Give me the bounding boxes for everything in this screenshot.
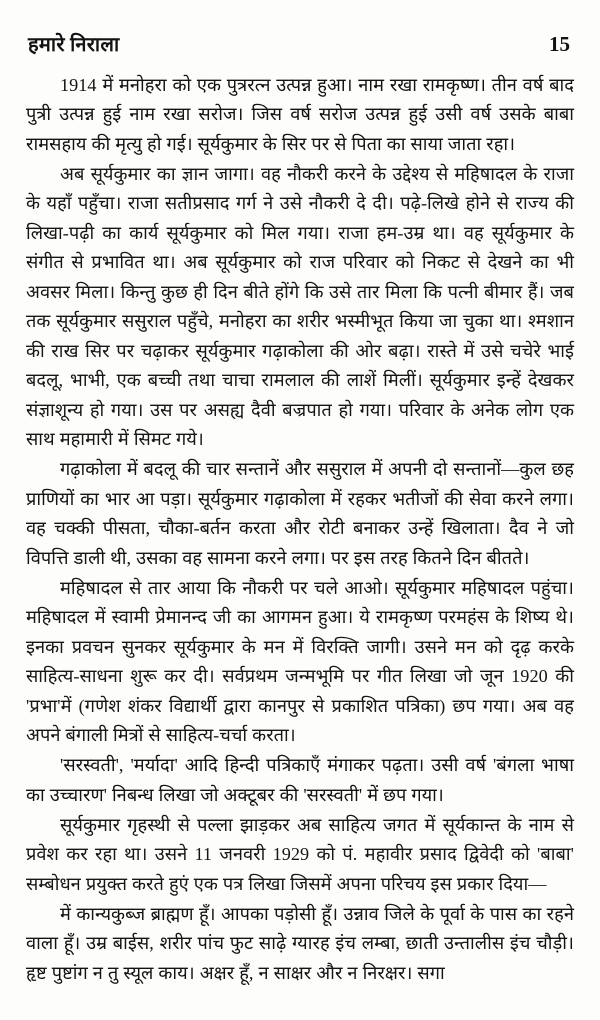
paragraph: में कान्यकुब्ज ब्राह्मण हूँ। आपका पड़ोसी हूँ। उन्नाव जिले के पूर्वा के पास का रहने वाला हूँ। उम्र बाईस, शरीर पांच फुट साढ़े ग्यारह इंच लम्बा, छाती उन्तालीस इंच चौड़ी। हृष्ट पुष्टांग न तु स्यूल काय। अक्षर हूँ, न साक्षर और न निरक्षर। सगा: [26, 903, 574, 983]
paragraph: सूर्यकुमार गृहस्थी से पल्ला झाड़कर अब साहित्य जगत में सूर्यकान्त के नाम से प्रवेश कर रहा था। उसने 11 जनवरी 1929 को पं. महावीर प्रसाद द्विवेदी को 'बाबा' सम्बोधन प्रयुक्त करते हुएं एक पत्र लिखा जिसमें अपना परिचय इस प्रकार दिया—: [26, 814, 574, 894]
page-body: [26, 71, 574, 988]
paragraph: महिषादल से तार आया कि नौकरी पर चले आओ। सूर्यकुमार महिषादल पहुंचा। महिषादल में स्वामी प्रेमानन्द जी का आगमन हुआ। ये रामकृष्ण परमहंस के शिष्य थे। इनका प्रवचन सुनकर सूर्यकुमार के मन में विरक्ति जागी। उसने मन को दृढ़ करके साहित्य-साधना शुरू कर दी। सर्वप्रथम जन्मभूमि पर गीत लिखा जो जून 1920 की 'प्रभा'में (गणेश शंकर विद्यार्थी द्वारा कानपुर से प्रकाशित पत्रिका) छप गया। अब वह अपने बंगाली मित्रों से साहित्य-चर्चा करता।: [26, 577, 574, 746]
paragraph: 'सरस्वती', 'मर्यादा' आदि हिन्दी पत्रिकाएँ मंगाकर पढ़ता। उसी वर्ष 'बंगला भाषा का उच्चारण' निबन्ध लिखा जो अक्टूबर की 'सरस्वती' में छप गया।: [26, 755, 574, 805]
paragraph: 1914 में मनोहरा को एक पुत्ररत्न उत्पन्न हुआ। नाम रखा रामकृष्ण। तीन वर्ष बाद पुत्री उत्पन्न हुई नाम रखा सरोज। जिस वर्ष सरोज उत्पन्न हुई उसी वर्ष उसके बाबा रामसहाय की मृत्यु हो गई। सूर्यकुमार के सिर पर से पिता का साया जाता रहा।: [26, 75, 574, 154]
page-header: [26, 30, 574, 57]
paragraph: अब सूर्यकुमार का ज्ञान जागा। वह नौकरी करने के उद्देश्य से महिषादल के राजा के यहाँ पहुँचा। राजा सतीप्रसाद गर्ग ने उसे नौकरी दे दी। पढ़े-लिखे होने से राज्य की लिखा-पढ़ी का कार्य सूर्यकुमार को मिल गया। राजा हम-उम्र था। वह सूर्यकुमार के संगीत से प्रभावित था। अब सूर्यकुमार को राज परिवार को निकट से देखने का भी अवसर मिला। किन्तु कुछ ही दिन बीते होंगे कि उसे तार मिला कि पत्नी बीमार हैं। जब तक सूर्यकुमार ससुराल पहुँचे, मनोहरा का शरीर भस्मीभूत किया जा चुका था। श्मशान की राख सिर पर चढ़ाकर सूर्यकुमार गढ़ाकोला की ओर बढ़ा। रास्ते में उसे चचेरे भाई बदलू, भाभी, एक बच्ची तथा चाचा रामलाल की लाशें मिलीं। सूर्यकुमार इन्हें देखकर संज्ञाशून्य हो गया। उस पर असह्य दैवी बज्रपात हो गया। परिवार के अनेक लोग एक साथ महामारी में सिमट गये।: [26, 163, 574, 450]
paragraph: गढ़ाकोला में बदलू की चार सन्तानें और ससुराल में अपनी दो सन्तानों—कुल छह प्राणियों का भार आ पड़ा। सूर्यकुमार गढ़ाकोला में रहकर भतीजों की सेवा करने लगा। वह चक्की पीसता, चौका-बर्तन करता और रोटी बनाकर उन्हें खिलाता। दैव ने जो विपत्ति डाली थी, उसका वह सामना करने लगा। पर इस तरह कितने दिन बीतते।: [26, 459, 574, 568]
running-title: हमारे निराला: [28, 34, 120, 56]
page-number: 15: [549, 32, 570, 56]
